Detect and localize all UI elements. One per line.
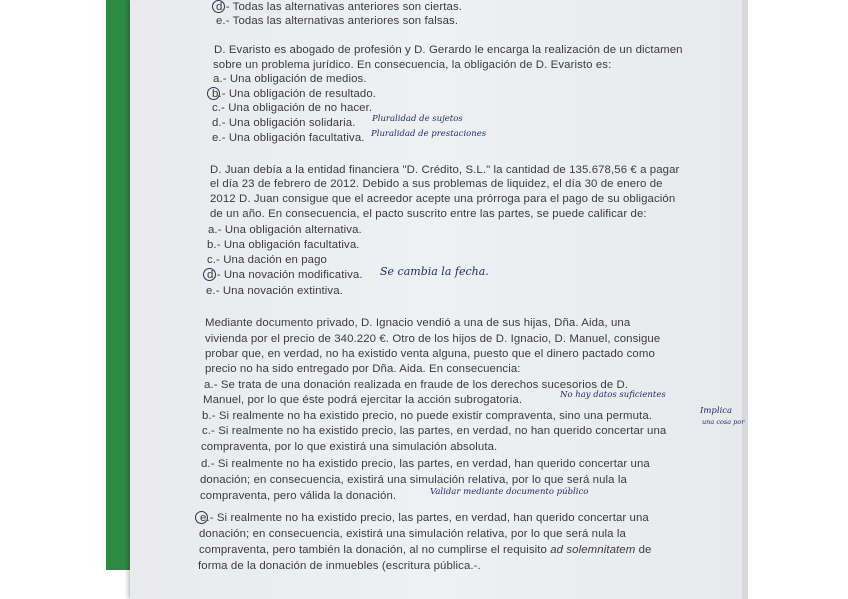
q3-option-b: b.- Una obligación facultativa.	[207, 239, 360, 251]
q4-option-e: forma de la donación de inmuebles (escritura pública.-.	[198, 560, 481, 572]
q4-option-e: e.- Si realmente no ha existido precio, las partes, en verdad, han querido concertar una	[200, 512, 649, 524]
q2-handwritten-note-d: Pluralidad de sujetos	[372, 114, 463, 124]
q2-option-d: d.- Una obligación solidaria.	[212, 117, 356, 129]
q2-stem-line: sobre un problema jurídico. En consecuencia, la obligación de D. Evaristo es:	[213, 59, 612, 71]
q4-handwritten-note-d: Validar mediante documento público	[430, 487, 589, 497]
q3-stem-line: D. Juan debía a la entidad financiera "D. Crédito, S.L." la cantidad de 135.678,56 € a pagar	[210, 164, 680, 176]
q4-option-d: d.- Si realmente no ha existido precio, las partes, en verdad, han querido concertar una	[201, 458, 650, 470]
q3-stem-line: 2012 D. Juan consigue que el acreedor acepte una prórroga para el pago de su obligación	[210, 193, 676, 205]
q4-option-e-latin: ad solemnitatem	[550, 544, 636, 556]
q2-option-a: a.- Una obligación de medios.	[213, 73, 367, 85]
q2-stem-line: D. Evaristo es abogado de profesión y D. Gerardo le encarga la realización de un dictamen	[214, 44, 683, 56]
q4-option-c: c.- Si realmente no ha existido precio, las partes, en verdad, no han querido concertar una	[202, 425, 667, 437]
q3-option-e: e.- Una novación extintiva.	[206, 285, 343, 297]
q2-option-e: e.- Una obligación facultativa.	[212, 132, 365, 144]
page-edge	[742, 0, 748, 599]
q4-option-d: compraventa, pero válida la donación.	[200, 490, 397, 502]
q4-stem-line: probar que, en verdad, no ha existido venta alguna, puesto que el dinero pactado como	[205, 348, 655, 360]
q4-handwritten-note-b: una cosa por	[702, 418, 745, 426]
q1-option-d: d.- Todas las alternativas anteriores son ciertas.	[216, 1, 463, 13]
q4-option-e-text: compraventa, pero también la donación, al no cumplirse el requisito	[199, 544, 547, 556]
q3-option-a: a.- Una obligación alternativa.	[208, 224, 362, 236]
q2-option-b: b.- Una obligación de resultado.	[212, 88, 377, 100]
q4-stem-line: precio no ha sido entregado por Dña. Aida. En consecuencia:	[205, 363, 521, 375]
q3-option-d: d.- Una novación modificativa.	[207, 269, 363, 281]
q4-option-c: compraventa, por lo que existirá una simulación absoluta.	[201, 441, 498, 453]
q4-option-e	[199, 543, 651, 557]
q4-option-e: donación; en consecuencia, existirá una simulación relativa, por lo que será nula la	[199, 528, 626, 540]
q3-option-c: c.- Una dación en pago	[207, 254, 327, 266]
q4-handwritten-note-b: Implica	[700, 406, 733, 416]
q4-stem-line: vivienda por el precio de 340.220 €. Otro de los hijos de D. Ignacio, D. Manuel, consigue	[205, 333, 661, 345]
q3-stem-line: de un año. En consecuencia, el pacto suscrito entre las partes, se puede calificar de:	[210, 208, 647, 220]
q4-handwritten-note-a: No hay datos suficientes	[560, 390, 666, 400]
q4-option-a: Manuel, por lo que éste podrá ejercitar la acción subrogatoria.	[203, 394, 523, 406]
q4-option-a: a.- Se trata de una donación realizada en fraude de los derechos sucesorios de D.	[204, 379, 629, 391]
q3-handwritten-note-d: Se cambia la fecha.	[380, 265, 489, 278]
q4-option-e-text: de	[638, 544, 652, 556]
q3-stem-line: el día 23 de febrero de 2012. Debido a sus problemas de liquidez, el día 30 de enero de	[210, 178, 663, 190]
q4-stem-line: Mediante documento privado, D. Ignacio vendió a una de sus hijas, Dña. Aida, una	[205, 317, 631, 329]
q2-option-c: c.- Una obligación de no hacer.	[212, 102, 373, 114]
q4-option-b: b.- Si realmente no ha existido precio, no puede existir compraventa, sino una permuta.	[202, 410, 653, 422]
q1-option-e: e.- Todas las alternativas anteriores son falsas.	[216, 15, 459, 27]
q2-handwritten-note-e: Pluralidad de prestaciones	[371, 129, 487, 139]
q4-option-d: donación; en consecuencia, existirá una simulación relativa, por lo que será nula la	[200, 474, 627, 486]
